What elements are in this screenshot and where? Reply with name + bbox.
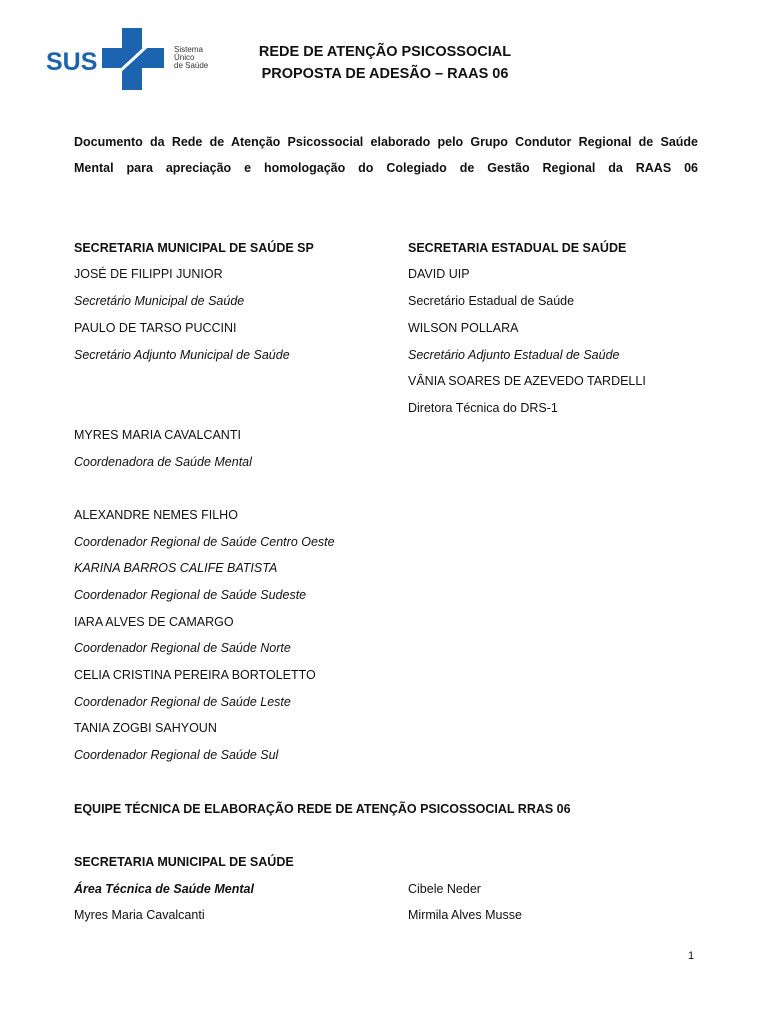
official-title: Coordenadora de Saúde Mental (74, 455, 252, 469)
intro-paragraph-line: Mental para apreciação e homologação do Colegiado de Gestão Regional da RAAS 06 (74, 161, 698, 175)
official-name: JOSÉ DE FILIPPI JUNIOR (74, 267, 223, 281)
document-title: REDE DE ATENÇÃO PSICOSSOCIAL (258, 44, 512, 60)
official-name: PAULO DE TARSO PUCCINI (74, 321, 237, 335)
team-member-name: Cibele Neder (408, 882, 481, 896)
team-member-name: Mirmila Alves Musse (408, 908, 522, 922)
sus-logo (46, 28, 216, 90)
official-title: Coordenador Regional de Saúde Leste (74, 695, 291, 709)
team-subheading: SECRETARIA MUNICIPAL DE SAÚDE (74, 855, 294, 869)
official-name: WILSON POLLARA (408, 321, 519, 335)
official-title: Coordenador Regional de Saúde Sul (74, 748, 279, 762)
official-name: VÂNIA SOARES DE AZEVEDO TARDELLI (408, 374, 646, 388)
official-name: TANIA ZOGBI SAHYOUN (74, 721, 217, 735)
official-title: Secretário Municipal de Saúde (74, 294, 245, 308)
team-heading: EQUIPE TÉCNICA DE ELABORAÇÃO REDE DE ATENÇÃO PSICOSSOCIAL RRAS 06 (74, 802, 571, 816)
official-title: Coordenador Regional de Saúde Norte (74, 641, 291, 655)
official-title: Coordenador Regional de Saúde Sudeste (74, 588, 307, 602)
official-name: IARA ALVES DE CAMARGO (74, 615, 234, 629)
official-title: Secretário Estadual de Saúde (408, 294, 575, 308)
team-member-name: Myres Maria Cavalcanti (74, 908, 205, 922)
official-name: KARINA BARROS CALIFE BATISTA (74, 561, 278, 575)
sus-cross-icon (96, 28, 170, 90)
official-title: Coordenador Regional de Saúde Centro Oeste (74, 535, 335, 549)
sus-logo-caption: Sistema Único de Saúde (174, 45, 209, 70)
official-name: DAVID UIP (408, 267, 470, 281)
official-title: Secretário Adjunto Municipal de Saúde (74, 348, 290, 362)
left-column-heading: SECRETARIA MUNICIPAL DE SAÚDE SP (74, 241, 314, 255)
page-number: 1 (688, 950, 695, 962)
document-subtitle: PROPOSTA DE ADESÃO – RAAS 06 (261, 66, 509, 82)
official-name: MYRES MARIA CAVALCANTI (74, 428, 241, 442)
sus-logo-text: SUS (46, 48, 98, 76)
team-area: Área Técnica de Saúde Mental (74, 882, 254, 896)
official-title: Secretário Adjunto Estadual de Saúde (408, 348, 620, 362)
official-name: ALEXANDRE NEMES FILHO (74, 508, 238, 522)
intro-paragraph-line: Documento da Rede de Atenção Psicossocial elaborado pelo Grupo Condutor Regional de Saúde (74, 135, 698, 149)
official-title: Diretora Técnica do DRS-1 (408, 401, 558, 415)
right-column-heading: SECRETARIA ESTADUAL DE SAÚDE (408, 241, 627, 255)
official-name: CELIA CRISTINA PEREIRA BORTOLETTO (74, 668, 316, 682)
